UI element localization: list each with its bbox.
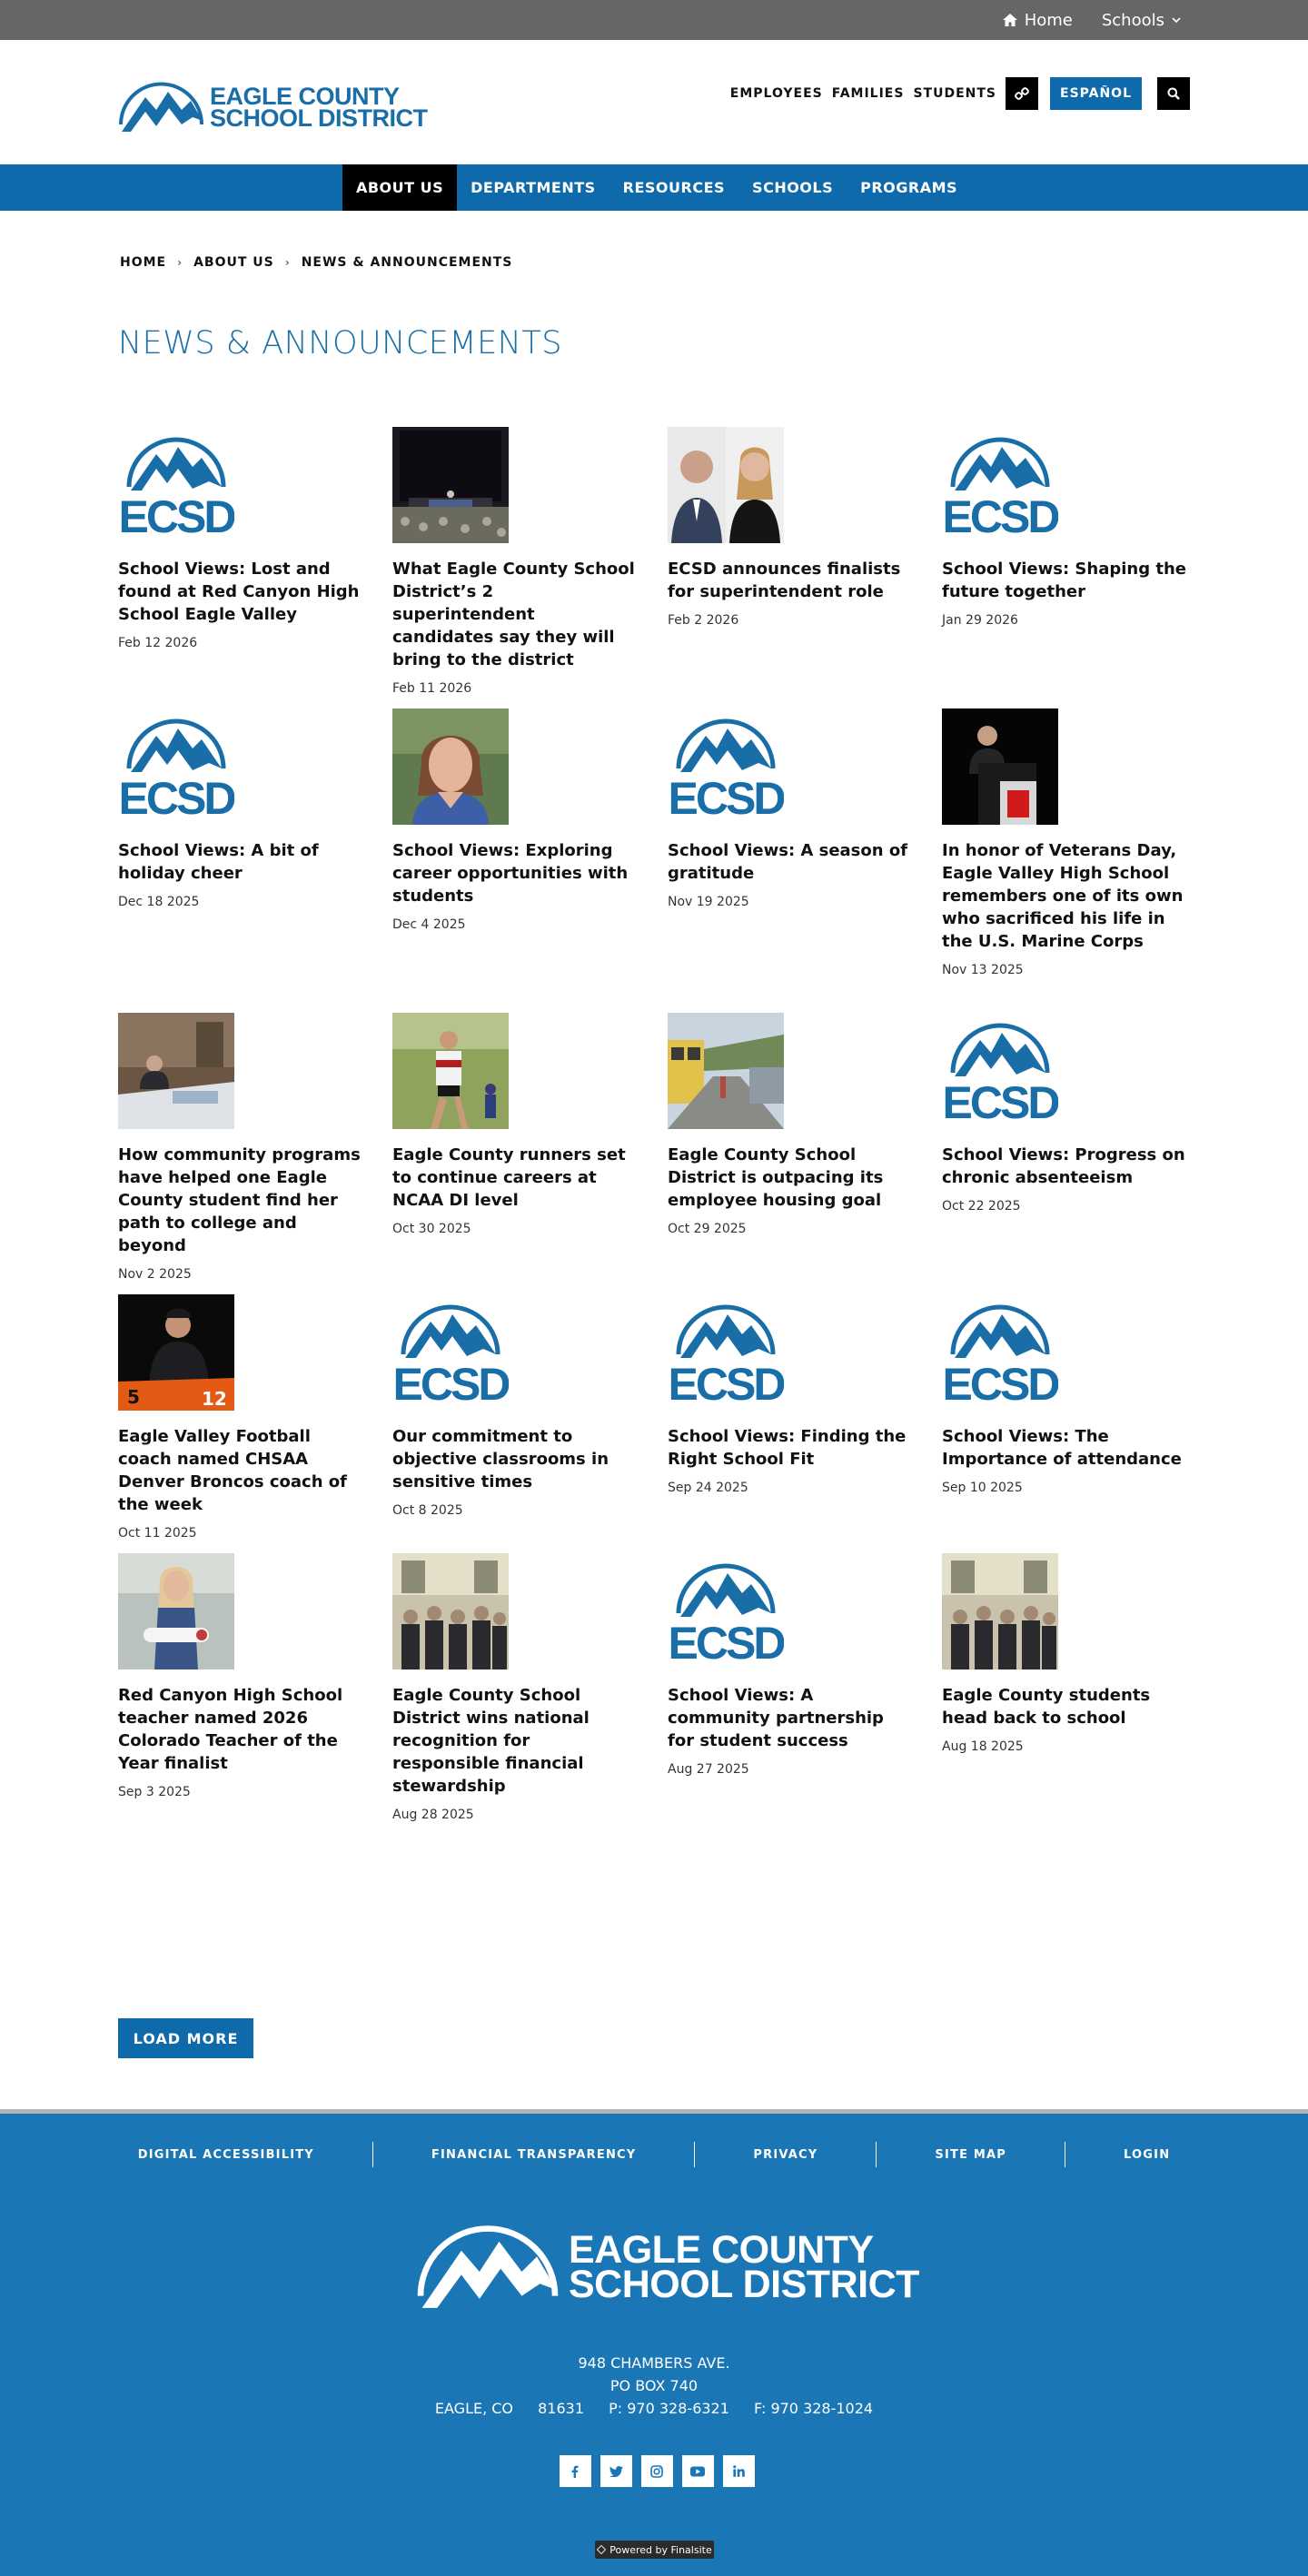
page-title: NEWS & ANNOUNCEMENTS bbox=[118, 325, 562, 362]
news-date: Nov 19 2025 bbox=[668, 895, 749, 909]
twitter-icon[interactable] bbox=[600, 2455, 632, 2487]
linkedin-icon[interactable] bbox=[723, 2455, 755, 2487]
news-title[interactable]: How community programs have helped one Eagle County student find her path to college and beyond bbox=[118, 1145, 361, 1255]
social-links bbox=[0, 2455, 1308, 2487]
news-date: Feb 2 2026 bbox=[668, 613, 739, 628]
ecsd-logo-thumbnail[interactable] bbox=[392, 1294, 509, 1411]
svg-text:ECSD: ECSD bbox=[942, 1077, 1058, 1128]
news-date: Feb 11 2026 bbox=[392, 681, 472, 696]
news-title[interactable]: School Views: A community partnership for student success bbox=[668, 1686, 884, 1750]
news-date: Dec 18 2025 bbox=[118, 895, 200, 909]
news-item[interactable] bbox=[668, 1013, 915, 1236]
address-street: 948 CHAMBERS AVE. bbox=[578, 2354, 730, 2372]
ecsd-logo-thumbnail[interactable] bbox=[118, 427, 234, 543]
news-photo-thumbnail[interactable] bbox=[942, 1553, 1058, 1669]
employees-link[interactable]: EMPLOYEES bbox=[729, 86, 823, 101]
link-icon bbox=[1015, 86, 1029, 101]
svg-text:ECSD: ECSD bbox=[118, 773, 234, 824]
ecsd-logo-thumbnail[interactable] bbox=[668, 1553, 784, 1669]
footer-link-financial[interactable]: FINANCIAL TRANSPARENCY bbox=[431, 2147, 637, 2162]
load-more-button[interactable]: LOAD MORE bbox=[118, 2018, 253, 2058]
site-logo[interactable] bbox=[118, 81, 428, 134]
news-item[interactable] bbox=[392, 427, 639, 696]
news-photo-thumbnail[interactable] bbox=[668, 1013, 784, 1129]
svg-text:ECSD: ECSD bbox=[668, 1618, 784, 1669]
news-item[interactable] bbox=[942, 708, 1189, 977]
address-pobox: PO BOX 740 bbox=[609, 2377, 699, 2394]
site-footer bbox=[0, 2109, 1308, 2576]
news-title[interactable]: School Views: A season of gratitude bbox=[668, 841, 908, 883]
site-header bbox=[0, 40, 1308, 164]
news-item[interactable] bbox=[392, 708, 639, 932]
svg-text:ECSD: ECSD bbox=[942, 491, 1058, 542]
footer-link-login[interactable]: LOGIN bbox=[1124, 2147, 1171, 2162]
svg-text:5: 5 bbox=[127, 1386, 140, 1408]
news-title[interactable]: School Views: Finding the Right School Fit bbox=[668, 1427, 907, 1469]
home-link-label: Home bbox=[1024, 10, 1073, 30]
news-date: Oct 11 2025 bbox=[118, 1526, 197, 1541]
news-photo-thumbnail[interactable] bbox=[942, 708, 1058, 825]
svg-text:ECSD: ECSD bbox=[668, 773, 784, 824]
news-item[interactable] bbox=[942, 1013, 1189, 1214]
news-date: Nov 13 2025 bbox=[942, 963, 1024, 977]
news-item[interactable] bbox=[668, 1294, 915, 1495]
news-photo-thumbnail[interactable] bbox=[118, 1553, 234, 1669]
address-city: EAGLE, CO bbox=[434, 2400, 514, 2417]
facebook-icon[interactable] bbox=[560, 2455, 591, 2487]
home-link[interactable] bbox=[1003, 11, 1073, 30]
news-item[interactable] bbox=[392, 1013, 639, 1236]
address-zip: 81631 bbox=[538, 2400, 585, 2417]
utility-bar bbox=[0, 0, 1308, 40]
news-date: Sep 24 2025 bbox=[668, 1481, 748, 1495]
espanol-button[interactable]: ESPAÑOL bbox=[1050, 77, 1142, 110]
ecsd-logo-thumbnail[interactable] bbox=[668, 1294, 784, 1411]
news-date: Feb 12 2026 bbox=[118, 636, 198, 650]
news-title[interactable]: School Views: A bit of holiday cheer bbox=[118, 841, 319, 883]
news-title[interactable]: Red Canyon High School teacher named 2026 Colorado Teacher of the Year finalist bbox=[118, 1686, 343, 1773]
powered-by-label: Powered by Finalsite bbox=[609, 2543, 712, 2556]
nav-about-us[interactable]: ABOUT US bbox=[342, 164, 457, 211]
breadcrumb-current: NEWS & ANNOUNCEMENTS bbox=[301, 255, 513, 270]
ecsd-logo-thumbnail[interactable] bbox=[668, 708, 784, 825]
news-title[interactable]: School Views: Lost and found at Red Canyon High School Eagle Valley bbox=[118, 560, 360, 624]
news-title[interactable]: What Eagle County School District’s 2 superintendent candidates say they will bring to the district bbox=[392, 560, 635, 669]
news-title[interactable]: School Views: Shaping the future together bbox=[942, 560, 1186, 601]
footer-logo-line1: EAGLE COUNTY bbox=[569, 2228, 874, 2272]
mountain-logo-icon bbox=[416, 2223, 560, 2312]
news-photo-thumbnail[interactable] bbox=[668, 427, 784, 543]
news-date: Oct 22 2025 bbox=[942, 1199, 1021, 1214]
footer-link-sitemap[interactable]: SITE MAP bbox=[935, 2147, 1007, 2162]
news-date: Nov 2 2025 bbox=[118, 1267, 192, 1282]
news-title[interactable]: ECSD announces finalists for superintendent role bbox=[668, 560, 901, 601]
logo-line1: EAGLE COUNTY bbox=[210, 83, 400, 110]
news-content bbox=[0, 211, 1308, 2109]
news-date: Aug 18 2025 bbox=[942, 1739, 1024, 1754]
instagram-icon[interactable] bbox=[641, 2455, 673, 2487]
footer-logo-line2: SCHOOL DISTRICT bbox=[569, 2263, 919, 2306]
news-date: Oct 29 2025 bbox=[668, 1222, 747, 1236]
news-date: Dec 4 2025 bbox=[392, 917, 466, 932]
news-item[interactable] bbox=[942, 1553, 1189, 1754]
footer-link-accessibility[interactable]: DIGITAL ACCESSIBILITY bbox=[137, 2147, 314, 2162]
svg-text:ECSD: ECSD bbox=[118, 491, 234, 542]
news-item[interactable] bbox=[668, 708, 915, 909]
news-photo-thumbnail[interactable] bbox=[118, 1013, 234, 1129]
news-title[interactable]: Eagle County School District is outpacing its employee housing goal bbox=[668, 1145, 884, 1210]
news-photo-thumbnail[interactable] bbox=[392, 708, 509, 825]
news-date: Jan 29 2026 bbox=[942, 613, 1018, 628]
search-button[interactable] bbox=[1157, 77, 1190, 110]
district-address bbox=[0, 2352, 1308, 2420]
breadcrumb-chevron-icon: › bbox=[177, 256, 183, 269]
footer-links bbox=[0, 2142, 1308, 2167]
news-title[interactable]: Eagle County students head back to school bbox=[942, 1686, 1151, 1728]
powered-by-finalsite[interactable] bbox=[595, 2541, 714, 2559]
news-item[interactable] bbox=[118, 1553, 365, 1799]
logo-line2: SCHOOL DISTRICT bbox=[210, 104, 428, 132]
schools-dropdown-label: Schools bbox=[1101, 10, 1164, 30]
nav-resources[interactable]: RESOURCES bbox=[622, 179, 726, 196]
news-title[interactable]: Eagle County runners set to continue careers at NCAA DI level bbox=[392, 1145, 626, 1210]
schools-dropdown[interactable] bbox=[1102, 11, 1181, 30]
students-link[interactable]: STUDENTS bbox=[913, 86, 996, 101]
main-navigation bbox=[0, 164, 1308, 211]
breadcrumb-chevron-icon: › bbox=[284, 256, 291, 269]
news-item[interactable] bbox=[118, 1294, 365, 1541]
news-title[interactable]: In honor of Veterans Day, Eagle Valley High School remembers one of its own who sacrificed his life in the U.S. Marine Corps bbox=[942, 841, 1184, 951]
quicklinks-button[interactable] bbox=[1006, 77, 1038, 110]
breadcrumb-home[interactable]: HOME bbox=[120, 255, 167, 270]
news-date: Oct 8 2025 bbox=[392, 1503, 463, 1518]
svg-text:ECSD: ECSD bbox=[942, 1359, 1058, 1410]
svg-text:12: 12 bbox=[202, 1388, 227, 1410]
youtube-icon[interactable] bbox=[682, 2455, 714, 2487]
families-link[interactable]: FAMILIES bbox=[831, 86, 905, 101]
news-item[interactable] bbox=[118, 708, 365, 909]
news-title[interactable]: Our commitment to objective classrooms in sensitive times bbox=[392, 1427, 609, 1491]
nav-departments[interactable]: DEPARTMENTS bbox=[471, 179, 596, 196]
breadcrumb-about-us[interactable]: ABOUT US bbox=[193, 255, 274, 270]
mountain-logo-icon bbox=[118, 81, 204, 134]
news-item[interactable] bbox=[668, 427, 915, 628]
news-title[interactable]: School Views: Exploring career opportunities with students bbox=[392, 841, 629, 906]
news-date: Sep 10 2025 bbox=[942, 1481, 1023, 1495]
news-photo-thumbnail[interactable] bbox=[392, 1553, 509, 1669]
ecsd-logo-thumbnail[interactable] bbox=[942, 427, 1058, 543]
news-photo-thumbnail[interactable] bbox=[392, 1013, 509, 1129]
news-date: Sep 3 2025 bbox=[118, 1785, 191, 1799]
nav-schools[interactable]: SCHOOLS bbox=[752, 179, 834, 196]
news-item[interactable] bbox=[392, 1553, 639, 1822]
news-date: Aug 27 2025 bbox=[668, 1762, 749, 1777]
news-title[interactable]: Eagle County School District wins national recognition for responsible financial stewardship bbox=[392, 1686, 590, 1796]
search-icon bbox=[1167, 87, 1180, 100]
news-title[interactable]: School Views: The Importance of attendance bbox=[942, 1427, 1182, 1469]
home-icon bbox=[1003, 14, 1017, 26]
phone-number[interactable]: P: 970 328-6321 bbox=[609, 2400, 729, 2417]
news-item[interactable] bbox=[392, 1294, 639, 1518]
news-photo-thumbnail[interactable] bbox=[118, 1294, 234, 1411]
svg-text:ECSD: ECSD bbox=[668, 1359, 784, 1410]
news-title[interactable]: Eagle Valley Football coach named CHSAA Denver Broncos coach of the week bbox=[118, 1427, 347, 1514]
svg-text:ECSD: ECSD bbox=[392, 1359, 509, 1410]
nav-programs[interactable]: PROGRAMS bbox=[860, 179, 958, 196]
fax-number: F: 970 328-1024 bbox=[754, 2400, 874, 2417]
header-actions bbox=[730, 77, 1190, 110]
news-item[interactable] bbox=[118, 427, 365, 650]
news-photo-thumbnail[interactable] bbox=[392, 427, 509, 543]
ecsd-logo-thumbnail[interactable] bbox=[942, 1013, 1058, 1129]
news-title[interactable]: School Views: Progress on chronic absenteeism bbox=[942, 1145, 1185, 1187]
news-item[interactable] bbox=[668, 1553, 915, 1777]
news-item[interactable] bbox=[942, 427, 1189, 628]
news-item[interactable] bbox=[118, 1013, 365, 1282]
footer-link-privacy[interactable]: PRIVACY bbox=[753, 2147, 818, 2162]
news-date: Oct 30 2025 bbox=[392, 1222, 471, 1236]
ecsd-logo-thumbnail[interactable] bbox=[118, 708, 234, 825]
ecsd-logo-thumbnail[interactable] bbox=[942, 1294, 1058, 1411]
chevron-down-icon bbox=[1172, 17, 1181, 24]
finalsite-icon bbox=[597, 2545, 606, 2554]
news-date: Aug 28 2025 bbox=[392, 1808, 474, 1822]
footer-logo[interactable] bbox=[416, 2223, 919, 2312]
news-item[interactable] bbox=[942, 1294, 1189, 1495]
